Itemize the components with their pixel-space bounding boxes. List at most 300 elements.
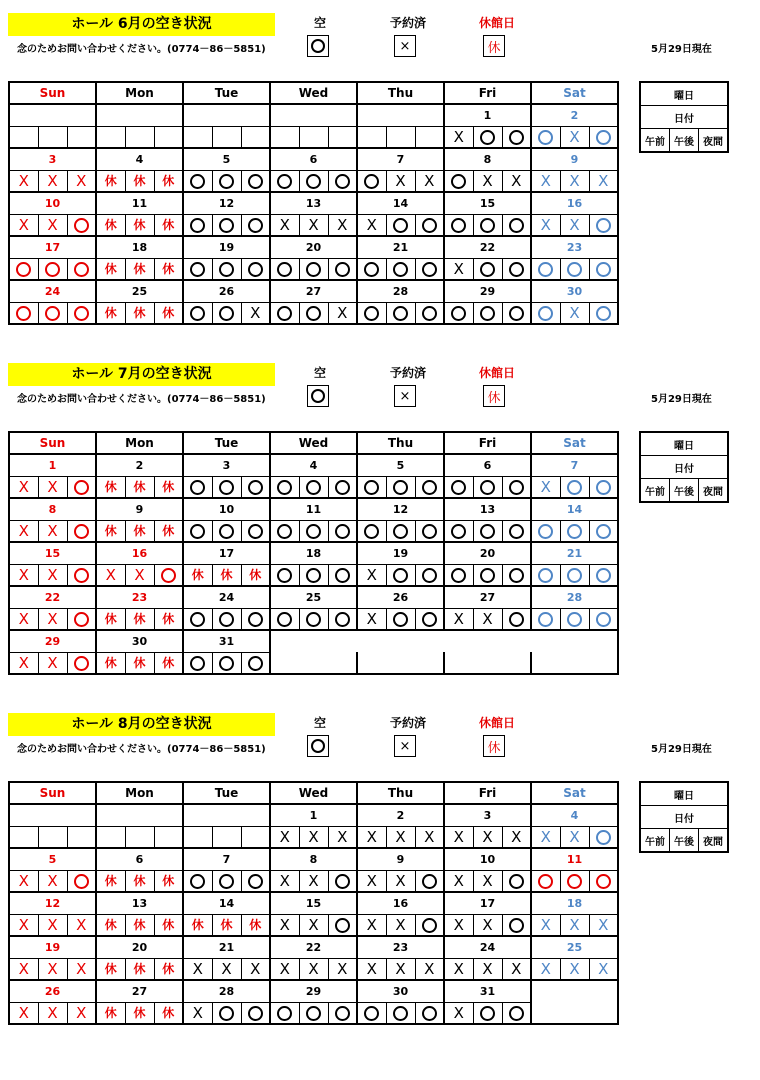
status-cell xyxy=(357,520,386,542)
closed-mark: 休 xyxy=(96,958,125,980)
day-name-header: Thu xyxy=(357,82,444,104)
status-cell xyxy=(270,1002,299,1024)
reserved-x-mark: X xyxy=(9,608,38,630)
day-name-header: Sat xyxy=(531,82,618,104)
day-name-header: Sun xyxy=(9,82,96,104)
date-cell-empty xyxy=(183,104,270,126)
legend-closed-box xyxy=(483,735,505,757)
vacant-circle-icon xyxy=(190,174,205,189)
closed-mark: 休 xyxy=(125,170,154,192)
date-cell: 3 xyxy=(9,148,96,170)
status-cell xyxy=(502,302,531,324)
status-cell xyxy=(444,520,473,542)
reserved-x-mark: X xyxy=(415,958,444,980)
status-cell xyxy=(241,520,270,542)
date-cell: 7 xyxy=(357,148,444,170)
reserved-x-mark: X xyxy=(357,870,386,892)
reserved-x-mark: X xyxy=(328,302,357,324)
vacant-circle-icon xyxy=(190,306,205,321)
status-row xyxy=(9,914,618,936)
date-cell: 13 xyxy=(96,892,183,914)
closed-mark: 休 xyxy=(96,476,125,498)
day-name-header: Wed xyxy=(270,82,357,104)
status-row xyxy=(9,214,618,236)
reserved-x-mark: X xyxy=(183,958,212,980)
status-cell-empty xyxy=(154,126,183,148)
reserved-x-mark: X xyxy=(415,826,444,848)
status-cell xyxy=(560,476,589,498)
reserved-x-mark: X xyxy=(38,652,67,674)
date-row xyxy=(9,980,618,1002)
vacant-circle-icon xyxy=(596,830,611,845)
reserved-x-mark: X xyxy=(357,608,386,630)
reserved-x-mark: X xyxy=(473,826,502,848)
status-cell xyxy=(415,914,444,936)
status-cell xyxy=(270,302,299,324)
status-row xyxy=(9,170,618,192)
vacant-circle-icon xyxy=(538,612,553,627)
status-cell xyxy=(589,476,618,498)
day-name-header: Sat xyxy=(531,432,618,454)
date-cell: 28 xyxy=(357,280,444,302)
side-row xyxy=(640,106,728,129)
date-cell-empty xyxy=(9,804,96,826)
legend-reserved-label: 予約済 xyxy=(389,716,426,730)
date-cell: 19 xyxy=(357,542,444,564)
vacant-circle-icon xyxy=(596,218,611,233)
status-cell xyxy=(560,564,589,586)
status-row xyxy=(9,958,618,980)
date-cell: 5 xyxy=(357,454,444,476)
status-cell xyxy=(502,126,531,148)
status-cell xyxy=(270,608,299,630)
vacant-circle-icon xyxy=(509,130,524,145)
reserved-x-mark: X xyxy=(270,826,299,848)
date-cell: 18 xyxy=(531,892,618,914)
status-cell xyxy=(589,520,618,542)
status-cell xyxy=(67,564,96,586)
day-name-row xyxy=(9,782,618,804)
reserved-x-mark: X xyxy=(444,608,473,630)
status-cell xyxy=(386,302,415,324)
date-cell: 16 xyxy=(96,542,183,564)
vacant-circle-icon xyxy=(422,262,437,277)
vacant-circle-icon xyxy=(335,480,350,495)
reserved-x-mark: X xyxy=(531,826,560,848)
vacant-circle-icon xyxy=(538,568,553,583)
vacant-circle-icon xyxy=(538,874,553,889)
status-cell xyxy=(444,302,473,324)
closed-mark: 休 xyxy=(96,1002,125,1024)
date-cell: 27 xyxy=(444,586,531,608)
vacant-circle-icon xyxy=(364,262,379,277)
reserved-x-mark: X xyxy=(299,214,328,236)
legend-vacant-label: 空 xyxy=(313,366,326,380)
status-cell xyxy=(212,1002,241,1024)
month-section xyxy=(0,700,760,1040)
status-cell xyxy=(183,652,212,674)
legend-reserved-symbol: × xyxy=(399,388,411,404)
status-cell-empty xyxy=(415,126,444,148)
date-cell: 20 xyxy=(444,542,531,564)
reserved-x-mark: X xyxy=(444,826,473,848)
status-cell-empty xyxy=(560,1002,589,1024)
date-row xyxy=(9,104,618,126)
date-cell: 2 xyxy=(357,804,444,826)
reserved-x-mark: X xyxy=(9,652,38,674)
reserved-x-mark: X xyxy=(9,914,38,936)
slot-label: 午前 xyxy=(640,829,670,853)
calendar-table xyxy=(8,81,619,325)
calendar-table xyxy=(8,781,619,1025)
date-cell-empty xyxy=(96,804,183,826)
vacant-circle-icon xyxy=(509,262,524,277)
month-section xyxy=(0,350,760,690)
date-label: 日付 xyxy=(640,456,728,479)
status-cell-empty xyxy=(386,126,415,148)
date-cell: 15 xyxy=(444,192,531,214)
vacant-circle-icon xyxy=(480,480,495,495)
vacant-circle-icon xyxy=(509,218,524,233)
status-cell xyxy=(357,170,386,192)
status-cell xyxy=(531,608,560,630)
status-cell xyxy=(67,520,96,542)
vacant-circle-icon xyxy=(335,262,350,277)
date-cell: 10 xyxy=(9,192,96,214)
vacant-circle-icon xyxy=(422,568,437,583)
reserved-x-mark: X xyxy=(9,170,38,192)
status-cell xyxy=(38,258,67,280)
status-cell-empty xyxy=(241,826,270,848)
vacant-circle-icon xyxy=(509,874,524,889)
status-cell-empty xyxy=(589,652,618,674)
vacant-circle-icon xyxy=(509,480,524,495)
closed-mark: 休 xyxy=(96,170,125,192)
reserved-x-mark: X xyxy=(357,826,386,848)
date-cell: 30 xyxy=(96,630,183,652)
vacant-circle-icon xyxy=(306,612,321,627)
date-cell: 2 xyxy=(531,104,618,126)
vacant-circle-icon xyxy=(451,306,466,321)
status-cell-empty xyxy=(386,652,415,674)
status-cell-empty xyxy=(589,1002,618,1024)
vacant-circle-icon xyxy=(451,524,466,539)
status-cell-empty xyxy=(444,652,473,674)
date-cell: 25 xyxy=(531,936,618,958)
slot-legend-table xyxy=(639,781,729,853)
vacant-circle-icon xyxy=(596,480,611,495)
date-cell: 14 xyxy=(531,498,618,520)
status-cell xyxy=(386,1002,415,1024)
status-cell-empty xyxy=(270,652,299,674)
status-cell xyxy=(502,258,531,280)
date-cell: 15 xyxy=(270,892,357,914)
vacant-circle-icon xyxy=(596,130,611,145)
side-row xyxy=(640,479,728,503)
status-cell xyxy=(241,870,270,892)
day-name-header: Tue xyxy=(183,432,270,454)
legend-vacant-box xyxy=(307,385,329,407)
legend-vacant-label: 空 xyxy=(313,16,326,30)
vacant-circle-icon xyxy=(596,306,611,321)
closed-mark: 休 xyxy=(212,914,241,936)
vacant-circle-icon xyxy=(480,262,495,277)
status-cell xyxy=(531,520,560,542)
status-cell xyxy=(9,302,38,324)
date-cell-empty xyxy=(357,104,444,126)
status-cell xyxy=(473,258,502,280)
date-cell: 2 xyxy=(96,454,183,476)
date-cell: 6 xyxy=(444,454,531,476)
closed-mark: 休 xyxy=(154,520,183,542)
status-cell xyxy=(241,1002,270,1024)
date-cell-empty xyxy=(444,630,531,652)
status-cell-empty xyxy=(357,126,386,148)
date-cell: 14 xyxy=(357,192,444,214)
closed-mark: 休 xyxy=(154,608,183,630)
slot-legend-table xyxy=(639,81,729,153)
reserved-x-mark: X xyxy=(357,958,386,980)
status-cell xyxy=(241,476,270,498)
legend-reserved-symbol: × xyxy=(399,38,411,54)
legend-reserved-label: 予約済 xyxy=(389,16,426,30)
date-cell-empty xyxy=(9,104,96,126)
status-cell xyxy=(415,1002,444,1024)
side-row xyxy=(640,456,728,479)
status-cell xyxy=(9,258,38,280)
reserved-x-mark: X xyxy=(560,914,589,936)
date-row xyxy=(9,280,618,302)
status-cell xyxy=(531,302,560,324)
day-name-header: Thu xyxy=(357,782,444,804)
vacant-circle-icon xyxy=(306,524,321,539)
status-cell xyxy=(212,258,241,280)
status-cell-empty xyxy=(38,126,67,148)
date-cell: 31 xyxy=(183,630,270,652)
closed-mark: 休 xyxy=(96,302,125,324)
day-name-header: Fri xyxy=(444,432,531,454)
closed-mark: 休 xyxy=(96,608,125,630)
date-label: 日付 xyxy=(640,106,728,129)
side-row xyxy=(640,829,728,853)
reserved-x-mark: X xyxy=(183,1002,212,1024)
reserved-x-mark: X xyxy=(560,826,589,848)
reserved-x-mark: X xyxy=(328,826,357,848)
status-row xyxy=(9,652,618,674)
vacant-circle-icon xyxy=(451,174,466,189)
reserved-x-mark: X xyxy=(38,914,67,936)
status-row xyxy=(9,126,618,148)
vacant-circle-icon xyxy=(480,1006,495,1021)
date-cell: 11 xyxy=(96,192,183,214)
vacant-circle-icon xyxy=(277,568,292,583)
reserved-x-mark: X xyxy=(560,302,589,324)
date-cell: 17 xyxy=(183,542,270,564)
side-row xyxy=(640,82,728,106)
date-cell: 20 xyxy=(96,936,183,958)
closed-mark: 休 xyxy=(125,652,154,674)
date-cell: 3 xyxy=(183,454,270,476)
date-cell: 5 xyxy=(9,848,96,870)
status-cell-empty xyxy=(473,652,502,674)
vacant-circle-icon xyxy=(422,918,437,933)
vacant-circle-icon xyxy=(596,612,611,627)
circle-icon xyxy=(311,739,325,753)
vacant-circle-icon xyxy=(393,218,408,233)
date-row xyxy=(9,936,618,958)
day-name-header: Wed xyxy=(270,782,357,804)
day-name-header: Sun xyxy=(9,782,96,804)
vacant-circle-icon xyxy=(306,306,321,321)
vacant-circle-icon xyxy=(45,262,60,277)
reserved-x-mark: X xyxy=(241,302,270,324)
vacant-circle-icon xyxy=(422,1006,437,1021)
closed-mark: 休 xyxy=(183,564,212,586)
status-cell xyxy=(531,126,560,148)
vacant-circle-icon xyxy=(451,568,466,583)
reserved-x-mark: X xyxy=(67,1002,96,1024)
month-title: ホール 6月の空き状況 xyxy=(8,13,275,36)
date-cell: 25 xyxy=(270,586,357,608)
reserved-x-mark: X xyxy=(560,170,589,192)
status-cell-empty xyxy=(531,652,560,674)
vacant-circle-icon xyxy=(248,480,263,495)
status-cell xyxy=(502,520,531,542)
calendar-table xyxy=(8,431,619,675)
vacant-circle-icon xyxy=(277,524,292,539)
date-cell: 7 xyxy=(531,454,618,476)
date-cell: 24 xyxy=(9,280,96,302)
closed-mark: 休 xyxy=(125,520,154,542)
status-cell xyxy=(531,564,560,586)
status-cell xyxy=(415,564,444,586)
reserved-x-mark: X xyxy=(502,826,531,848)
vacant-circle-icon xyxy=(248,612,263,627)
date-cell: 12 xyxy=(357,498,444,520)
vacant-circle-icon xyxy=(567,874,582,889)
status-cell xyxy=(560,258,589,280)
date-cell: 1 xyxy=(444,104,531,126)
status-cell xyxy=(502,476,531,498)
date-cell: 21 xyxy=(183,936,270,958)
vacant-circle-icon xyxy=(248,174,263,189)
status-cell xyxy=(212,170,241,192)
vacant-circle-icon xyxy=(219,174,234,189)
status-row xyxy=(9,258,618,280)
reserved-x-mark: X xyxy=(386,914,415,936)
status-cell-empty xyxy=(357,652,386,674)
vacant-circle-icon xyxy=(567,262,582,277)
reserved-x-mark: X xyxy=(560,214,589,236)
month-title: ホール 8月の空き状況 xyxy=(8,713,275,736)
closed-mark: 休 xyxy=(96,914,125,936)
status-cell xyxy=(357,302,386,324)
vacant-circle-icon xyxy=(393,480,408,495)
legend-vacant-box xyxy=(307,35,329,57)
status-cell-empty xyxy=(67,826,96,848)
date-cell: 6 xyxy=(96,848,183,870)
status-cell xyxy=(67,652,96,674)
date-cell: 8 xyxy=(444,148,531,170)
vacant-circle-icon xyxy=(364,480,379,495)
date-cell: 13 xyxy=(270,192,357,214)
reserved-x-mark: X xyxy=(473,914,502,936)
reserved-x-mark: X xyxy=(96,564,125,586)
vacant-circle-icon xyxy=(335,568,350,583)
reserved-x-mark: X xyxy=(299,826,328,848)
date-cell: 27 xyxy=(96,980,183,1002)
vacant-circle-icon xyxy=(480,130,495,145)
closed-mark: 休 xyxy=(154,652,183,674)
closed-mark: 休 xyxy=(96,870,125,892)
vacant-circle-icon xyxy=(509,306,524,321)
reserved-x-mark: X xyxy=(386,170,415,192)
vacant-circle-icon xyxy=(190,524,205,539)
vacant-circle-icon xyxy=(306,262,321,277)
vacant-circle-icon xyxy=(393,306,408,321)
vacant-circle-icon xyxy=(190,612,205,627)
date-row xyxy=(9,454,618,476)
vacant-circle-icon xyxy=(480,218,495,233)
vacant-circle-icon xyxy=(219,480,234,495)
status-cell xyxy=(589,564,618,586)
reserved-x-mark: X xyxy=(415,170,444,192)
status-cell xyxy=(473,214,502,236)
reserved-x-mark: X xyxy=(502,958,531,980)
vacant-circle-icon xyxy=(538,130,553,145)
reserved-x-mark: X xyxy=(38,476,67,498)
vacant-circle-icon xyxy=(219,1006,234,1021)
side-row xyxy=(640,782,728,806)
side-row xyxy=(640,432,728,456)
status-cell xyxy=(386,520,415,542)
status-cell xyxy=(560,608,589,630)
status-cell xyxy=(560,870,589,892)
vacant-circle-icon xyxy=(480,306,495,321)
date-cell: 8 xyxy=(9,498,96,520)
date-cell: 12 xyxy=(183,192,270,214)
status-row xyxy=(9,608,618,630)
status-cell-empty xyxy=(154,826,183,848)
status-cell xyxy=(328,258,357,280)
vacant-circle-icon xyxy=(74,612,89,627)
vacant-circle-icon xyxy=(393,612,408,627)
vacant-circle-icon xyxy=(219,524,234,539)
date-cell-empty xyxy=(531,980,618,1002)
legend-reserved-symbol: × xyxy=(399,738,411,754)
closed-mark: 休 xyxy=(154,870,183,892)
status-cell xyxy=(357,1002,386,1024)
date-cell: 8 xyxy=(270,848,357,870)
vacant-circle-icon xyxy=(248,262,263,277)
closed-mark: 休 xyxy=(125,258,154,280)
status-cell xyxy=(386,258,415,280)
reserved-x-mark: X xyxy=(589,170,618,192)
side-row xyxy=(640,129,728,153)
date-cell: 29 xyxy=(444,280,531,302)
date-cell-empty xyxy=(96,104,183,126)
status-cell xyxy=(270,170,299,192)
status-cell xyxy=(357,258,386,280)
date-cell: 11 xyxy=(270,498,357,520)
status-cell xyxy=(589,302,618,324)
status-cell xyxy=(241,258,270,280)
status-cell xyxy=(299,170,328,192)
status-cell xyxy=(386,214,415,236)
date-cell: 11 xyxy=(531,848,618,870)
status-row xyxy=(9,302,618,324)
date-cell: 22 xyxy=(270,936,357,958)
